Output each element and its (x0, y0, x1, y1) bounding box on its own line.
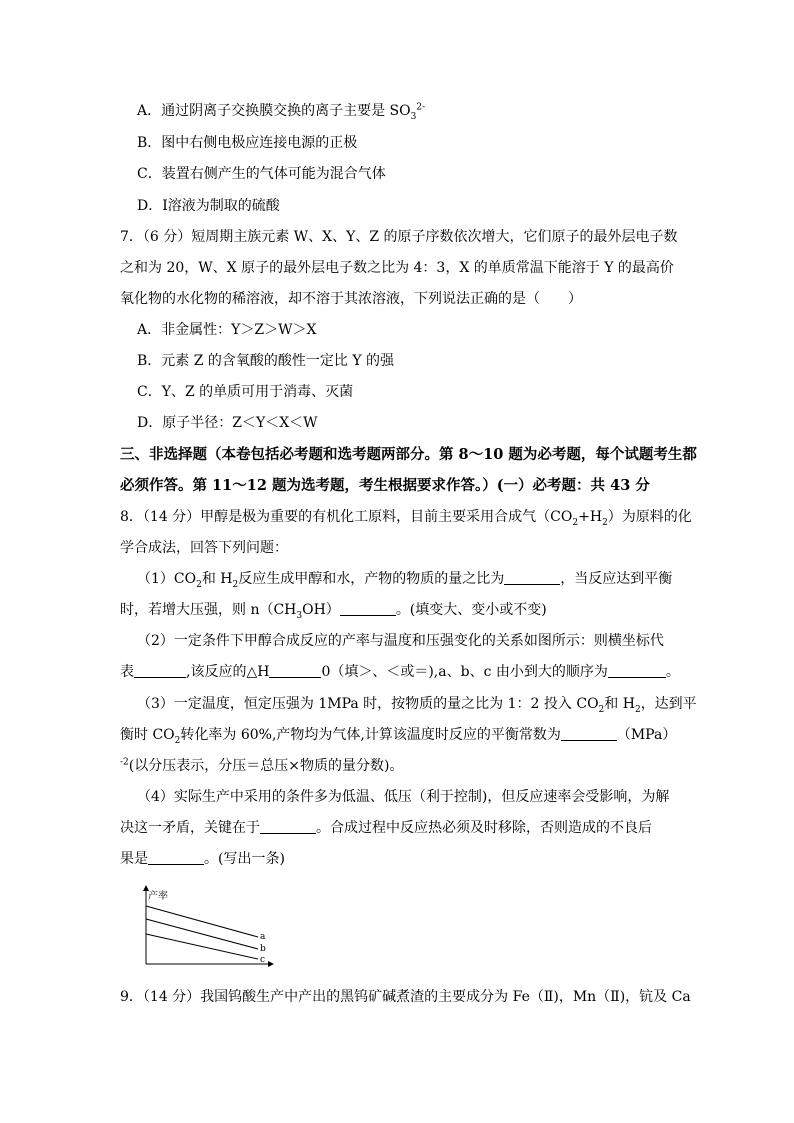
q8-stem-line1: 8．（14 分）甲醇是极为重要的有机化工原料，目前主要采用合成气$(CO_2+H_2)$为原料的化 (120, 509, 692, 528)
yield-figure (138, 884, 278, 970)
q6-option-c: C．装置右侧产生的气体可能为混合气体 (137, 166, 386, 182)
answer-blank[interactable] (561, 726, 617, 741)
q7-stem-line3: 氧化物的水化物的稀溶液，却不溶于其浓溶液，下列说法正确的是（ ） (120, 291, 582, 307)
section-heading-line2: 必须作答。第 11～12 题为选考题，考生根据要求作答。）(一）必考题：共 43 分 (120, 477, 650, 494)
q8-part3-line3: $^{-2}$(以分压表示，分压＝总压×物质的量分数)。 (120, 757, 404, 774)
series-label-b: b (260, 944, 266, 954)
q8-part4-line3: 果是 。(写出一条) (120, 851, 285, 867)
q7-option-a: A．非金属性：Y＞Z＞W＞X (137, 322, 317, 338)
section-heading-line1: 三、非选择题（本卷包括必考题和选考题两部分。第 8～10 题为必考题，每个试题考生都 (120, 446, 697, 463)
answer-blank[interactable] (608, 663, 666, 678)
answer-blank[interactable] (340, 601, 396, 616)
y-axis-label: 产率 (148, 891, 168, 902)
series-line-b (146, 919, 258, 949)
q8-part4-line1: （4）实际生产中采用的条件多为低温、低压（利于控制)，但反应速率会受影响，为解 (137, 789, 670, 805)
series-line-c (146, 934, 258, 959)
q7-option-c: C．Y、Z 的单质可用于消毒、灭菌 (137, 384, 354, 400)
q6-option-a: A．通过阴离子交换膜交换的离子主要是 $SO_3^{2-}$ (137, 102, 426, 122)
answer-blank[interactable] (134, 663, 186, 678)
q7-option-d: D．原子半径：Z＜Y＜X＜W (137, 415, 318, 431)
q8-part1-line2: 时，若增大压强，则 $n(CH_3OH)$ 。(填变大、变小或不变) (120, 602, 547, 621)
q8-part1-line1: $(1)CO_2$和 $H_2$反应生成甲醇和水，产物的物质的量之比为 ，当反应达到平衡 (137, 571, 673, 590)
q8-part2-line1: （2）一定条件下甲醇合成反应的产率与温度和压强变化的关系如图所示：则横坐标代 (137, 633, 664, 649)
series-line-a (146, 906, 258, 937)
q6-option-d: D．Ⅰ溶液为制取的硫酸 (137, 198, 280, 214)
series-label-a: a (260, 932, 266, 942)
q8-part3-line1: （3）一定温度，恒定压强为 1MPa 时，按物质的量之比为 1：2 投入 $CO_2$和 $H_2$，达到平 (137, 696, 697, 715)
q9-stem-line1: 9．（14 分）我国钨酸生产中产出的黑钨矿碱煮渣的主要成分为 Fe（Ⅱ)，Mn（Ⅱ)，钪及 Ca (120, 989, 691, 1005)
q8-stem-line2: 学合成法，回答下列问题： (120, 540, 288, 556)
q7-option-b: B．元素 Z 的含氧酸的酸性一定比 Y 的强 (137, 353, 395, 369)
answer-blank[interactable] (504, 570, 560, 585)
q8-part2-line2: 表 ,该反应的△H 0（填＞、＜或＝),a、b、c 由小到大的顺序为 。 (120, 664, 680, 680)
answer-blank[interactable] (148, 850, 204, 865)
q6-option-b: B．图中右侧电极应连接电源的正极 (137, 135, 358, 151)
q8-part3-line2: 衡时 $CO_2$转化率为 60%,产物均为气体,计算该温度时反应的平衡常数为 （MPa） (120, 727, 677, 746)
answer-blank[interactable] (260, 819, 316, 834)
series-label-c: c (260, 955, 266, 965)
q7-stem-line1: 7．（6 分）短周期主族元素 W、X、Y、Z 的原子序数依次增大，它们原子的最外层电子数 (120, 229, 678, 245)
q8-part4-line2: 决这一矛盾，关键在于 。合成过程中反应热必须及时移除，否则造成的不良后 (120, 820, 652, 836)
q7-stem-line2: 之和为 20，W、X 原子的最外层电子数之比为 4：3，X 的单质常温下能溶于 Y 的最高价 (120, 260, 674, 276)
answer-blank[interactable] (269, 663, 321, 678)
x-axis-arrow (268, 961, 274, 967)
